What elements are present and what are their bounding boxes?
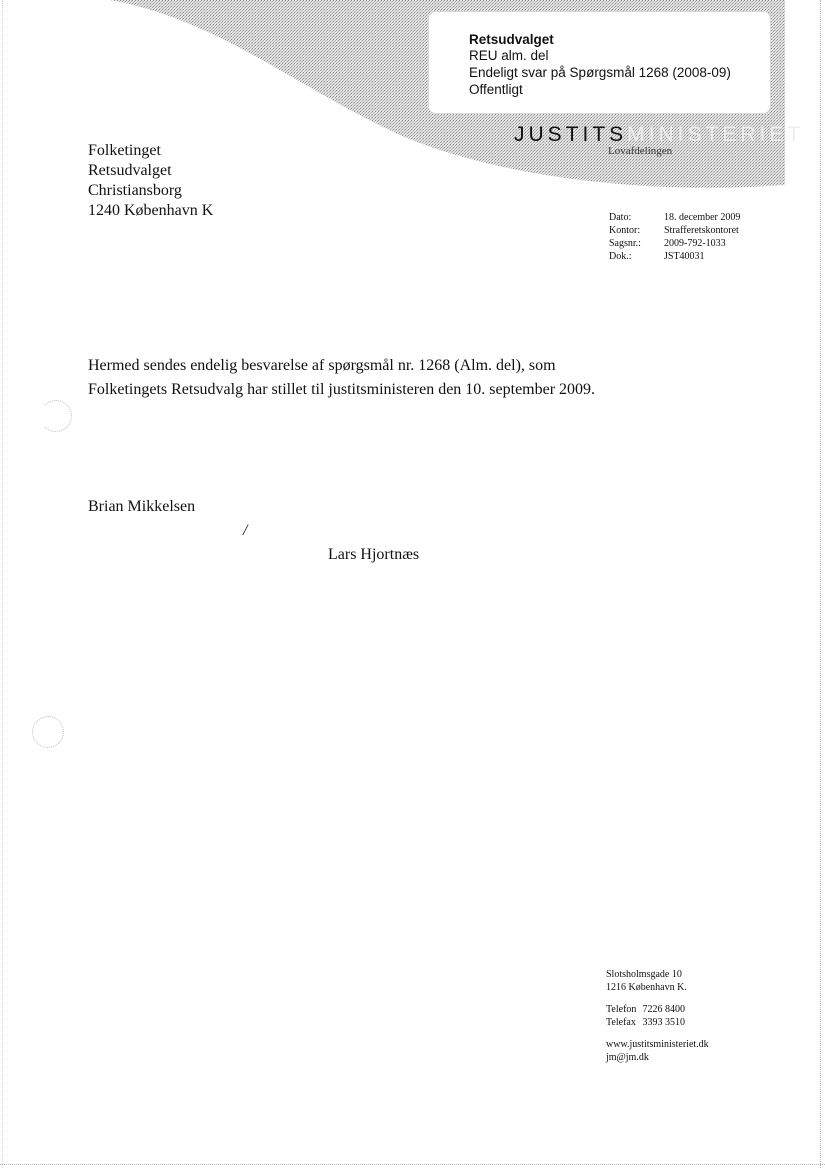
meta-case-value: 2009-792-1033 bbox=[664, 238, 726, 249]
meta-doc-value: JST40031 bbox=[664, 251, 705, 262]
punch-hole-mark bbox=[32, 716, 64, 748]
meta-date-label: Dato: bbox=[609, 212, 632, 223]
meta-case-label: Sagsnr.: bbox=[609, 238, 641, 249]
ministry-contact-footer bbox=[606, 968, 709, 1064]
stamp-case-ref: REU alm. del bbox=[469, 48, 549, 63]
meta-office-value: Strafferetskontoret bbox=[664, 225, 739, 236]
signature-official: Lars Hjortnæs bbox=[328, 546, 420, 563]
meta-doc-row bbox=[609, 250, 789, 263]
meta-doc-label: Dok.: bbox=[609, 251, 632, 262]
meta-date-value: 18. december 2009 bbox=[664, 212, 741, 223]
scan-edge-bottom bbox=[0, 1164, 825, 1166]
meta-office-label: Kontor: bbox=[609, 225, 641, 236]
stamp-answer-title: Endeligt svar på Spørgsmål 1268 (2008-09) bbox=[469, 65, 731, 80]
punch-hole-mark bbox=[40, 400, 72, 432]
footer-fax-value: 3393 3510 bbox=[642, 1017, 685, 1028]
footer-fax-row bbox=[606, 1016, 709, 1029]
recipient-line: Retsudvalget bbox=[88, 162, 172, 179]
recipient-line: 1240 København K bbox=[88, 202, 214, 219]
stamp-status: Offentligt bbox=[469, 82, 523, 97]
footer-web-link[interactable]: www.justitsministeriet.dk bbox=[606, 1039, 709, 1050]
signature-minister: Brian Mikkelsen bbox=[88, 498, 196, 515]
letter-body: Hermed sendes endelig besvarelse af spørgsmål nr. 1268 (Alm. del), som Folketingets Retsudvalg har stillet til justitsministeren den 10. september 2009. bbox=[88, 357, 596, 398]
logo-part-light: MINISTERIET bbox=[627, 123, 805, 146]
recipient-line: Folketinget bbox=[88, 142, 161, 159]
recipient-line: Christiansborg bbox=[88, 182, 182, 199]
meta-case-row bbox=[609, 237, 789, 250]
footer-fax-label: Telefax bbox=[606, 1017, 636, 1028]
department-name: Lovafdelingen bbox=[608, 145, 673, 157]
meta-office-row bbox=[609, 224, 789, 237]
footer-street: Slotsholmsgade 10 bbox=[606, 969, 682, 980]
footer-email-link[interactable]: jm@jm.dk bbox=[606, 1052, 649, 1063]
recipient-address bbox=[88, 141, 213, 221]
footer-phone-row bbox=[606, 1003, 709, 1016]
signature-separator: / bbox=[243, 522, 248, 539]
logo-part-dark: JUSTITS bbox=[514, 123, 628, 146]
footer-phone-label: Telefon bbox=[606, 1004, 637, 1015]
letter-metadata bbox=[609, 211, 789, 263]
meta-date-row bbox=[609, 211, 789, 224]
stamp-committee: Retsudvalget bbox=[469, 32, 554, 47]
footer-phone-value: 7226 8400 bbox=[642, 1004, 685, 1015]
stamp-box bbox=[429, 12, 770, 113]
footer-city: 1216 København K. bbox=[606, 982, 687, 993]
